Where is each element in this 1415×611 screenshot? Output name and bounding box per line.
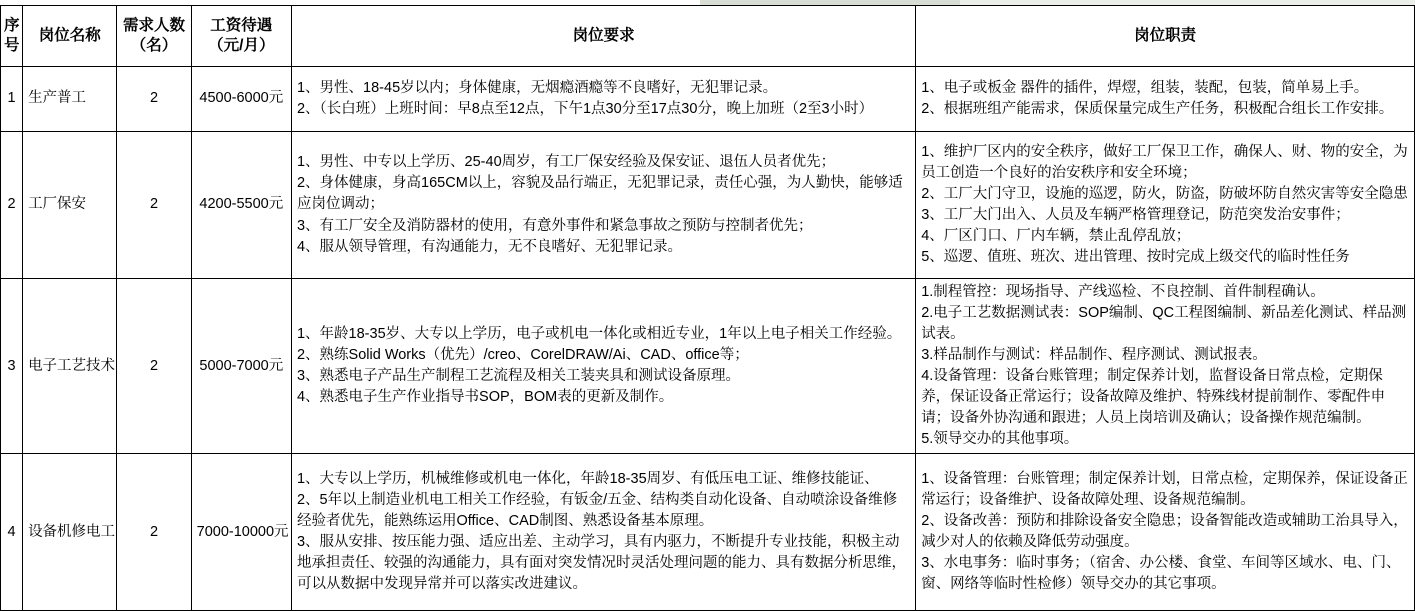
row-salary: 5000-7000元 — [191, 279, 291, 454]
duty-line: 4、厂区门口、厂内车辆，禁止乱停乱放； — [921, 228, 1191, 245]
row-duties — [916, 279, 1415, 454]
row-requirements — [291, 279, 915, 454]
requirement-line: 2、（长白班）上班时间：早8点至12点，下午1点30分至17点30分，晚上加班（2至3小时） — [296, 101, 874, 117]
header-headcount-line2: （名） — [130, 37, 178, 54]
requirement-line: 2、5年以上制造业机电工相关工作经验，有钣金/五金、结构类自动化设备、自动喷涂设备维修经验者优先，能熟练运用Office、CAD制图、熟悉设备基本原理。 — [296, 492, 898, 530]
duty-line: 1、维护厂区内的安全秩序，做好工厂保卫工作，确保人、财、物的安全，为员工创造一个良好的治安秩序和安全环境； — [921, 143, 1408, 181]
row-index: 3 — [1, 279, 23, 454]
duty-line: 3、水电事务：临时事务；（宿舍、办公楼、食堂、车间等区域水、电、门、窗、网络等临时性检修）领导交办的其它事项。 — [921, 555, 1401, 593]
duty-line: 1、电子或板金 器件的插件，焊熤，组装，装配，包装，简单易上手。 — [921, 79, 1369, 96]
top-strip-band-right — [960, 0, 1415, 5]
duty-line: 2、设备改善：预防和排除设备安全隐患；设备智能改造或辅助工治具导入，减少对人的依赖及降低劳动强度。 — [921, 513, 1408, 551]
row-salary: 4200-5500元 — [191, 132, 291, 279]
row-job-name: 电子工艺技术 — [23, 279, 117, 454]
row-requirements — [291, 454, 915, 611]
requirement-line: 1、男性、中专以上学历、25-40周岁，有工厂保安经验及保安证、退伍人员者优先； — [296, 154, 836, 171]
requirement-line: 1、年龄18-35岁、大专以上学历，电子或机电一体化或相近专业，1年以上电子相关工作经验。 — [296, 326, 902, 343]
requirement-line: 1、大专以上学历，机械维修或机电一体化，年龄18-35周岁、有低压电工证、维修技能证、 — [296, 471, 879, 488]
header-headcount — [117, 6, 191, 67]
table-row — [1, 67, 1415, 132]
header-salary — [191, 6, 291, 67]
requirement-line: 4、服从领导管理，有沟通能力，无不良嗜好、无犯罪记录。 — [296, 238, 683, 255]
duty-line: 1.制程管控：现场指导、产线巡检、不良控制、首件制程确认。 — [921, 284, 1325, 300]
row-headcount: 2 — [117, 67, 191, 132]
duty-line: 3.样品制作与测试：样品制作、程序测试、测试报表。 — [921, 347, 1267, 364]
table-row — [1, 132, 1415, 279]
row-salary: 4500-6000元 — [191, 67, 291, 132]
row-index: 1 — [1, 67, 23, 132]
duty-line: 2、根据班组产能需求，保质保量完成生产任务，积极配合组长工作安排。 — [921, 101, 1394, 117]
job-listing-table — [0, 5, 1415, 611]
header-salary-line1: 工资待遇 — [210, 16, 273, 34]
header-job-name: 岗位名称 — [23, 6, 117, 67]
table-row — [1, 279, 1415, 454]
top-strip-band-left — [700, 0, 960, 5]
requirement-line: 3、熟悉电子产品生产制程工艺流程及相关工装夹具和测试设备原理。 — [296, 368, 741, 385]
header-index-line2: 号 — [4, 37, 20, 54]
row-duties — [916, 132, 1415, 279]
row-duties — [916, 454, 1415, 611]
row-index: 2 — [1, 132, 23, 279]
duty-line: 4.设备管理：设备台账管理；制定保养计划，监督设备日常点检，定期保养，保证设备正常运行；设备故障及维护、特殊线材提前制作、零配件申请；设备外协沟通和跟进；人员上岗培训及确认；设备操作规范编制。 — [921, 368, 1386, 427]
requirement-line: 4、熟悉电子生产作业指导书SOP，BOM表的更新及制作。 — [296, 389, 674, 406]
row-requirements — [291, 67, 915, 132]
row-headcount: 2 — [117, 279, 191, 454]
row-headcount: 2 — [117, 132, 191, 279]
row-index: 4 — [1, 454, 23, 611]
duty-line: 2、工厂大门守卫，设施的巡逻，防火，防盗，防破坏防自然灾害等安全隐患 — [921, 185, 1408, 202]
table-header-row — [1, 6, 1415, 67]
header-index-line1: 序 — [4, 16, 20, 34]
header-salary-line2: （元/月） — [208, 37, 275, 54]
row-job-name: 工厂保安 — [23, 132, 117, 279]
requirement-line: 3、服从安排、按压能力强、适应出差、主动学习，具有内驱力，不断提升专业技能，积极主动地承担责任、较强的沟通能力，具有面对突发情况时灵活处理问题的能力、具有数据分析思维，可以从数据中发现异常并可以落实改进建议。 — [296, 534, 906, 593]
duty-line: 1、设备管理：台账管理；制定保养计划，日常点检，定期保养，保证设备正常运行；设备维护、设备故障处理、设备规范编制。 — [921, 471, 1408, 509]
duty-line: 2.电子工艺数据测试表：SOP编制、QC工程图编制、新品差化测试、样品测试表。 — [921, 305, 1407, 343]
header-duties: 岗位职责 — [916, 6, 1415, 67]
row-duties — [916, 67, 1415, 132]
header-index — [1, 6, 23, 67]
row-headcount: 2 — [117, 454, 191, 611]
row-job-name: 生产普工 — [23, 67, 117, 132]
row-requirements — [291, 132, 915, 279]
table-row — [1, 454, 1415, 611]
row-salary: 7000-10000元 — [191, 454, 291, 611]
header-requirements: 岗位要求 — [291, 6, 915, 67]
requirement-line: 2、熟练Solid Works（优先）/creo、CorelDRAW/Ai、CAD、office等； — [296, 347, 749, 364]
duty-line: 5.领导交办的其他事项。 — [921, 431, 1079, 448]
requirement-line: 1、男性、18-45岁以内；身体健康，无烟瘾酒瘾等不良嗜好，无犯罪记录。 — [296, 79, 778, 96]
row-job-name: 设备机修电工 — [23, 454, 117, 611]
duty-line: 3、工厂大门出入、人员及车辆严格管理登记，防范突发治安事件； — [921, 207, 1350, 223]
top-image-strip — [0, 0, 1415, 5]
duty-line: 5、巡逻、值班、班次、进出管理、按时完成上级交代的临时性任务 — [921, 249, 1350, 266]
requirement-line: 2、身体健康，身高165CM以上，容貌及品行端正，无犯罪记录，责任心强，为人勤快，能够适应岗位调动； — [296, 175, 903, 213]
requirement-line: 3、有工厂安全及消防器材的使用，有意外事件和紧急事故之预防与控制者优先； — [296, 217, 813, 234]
header-headcount-line1: 需求人数 — [123, 16, 186, 34]
